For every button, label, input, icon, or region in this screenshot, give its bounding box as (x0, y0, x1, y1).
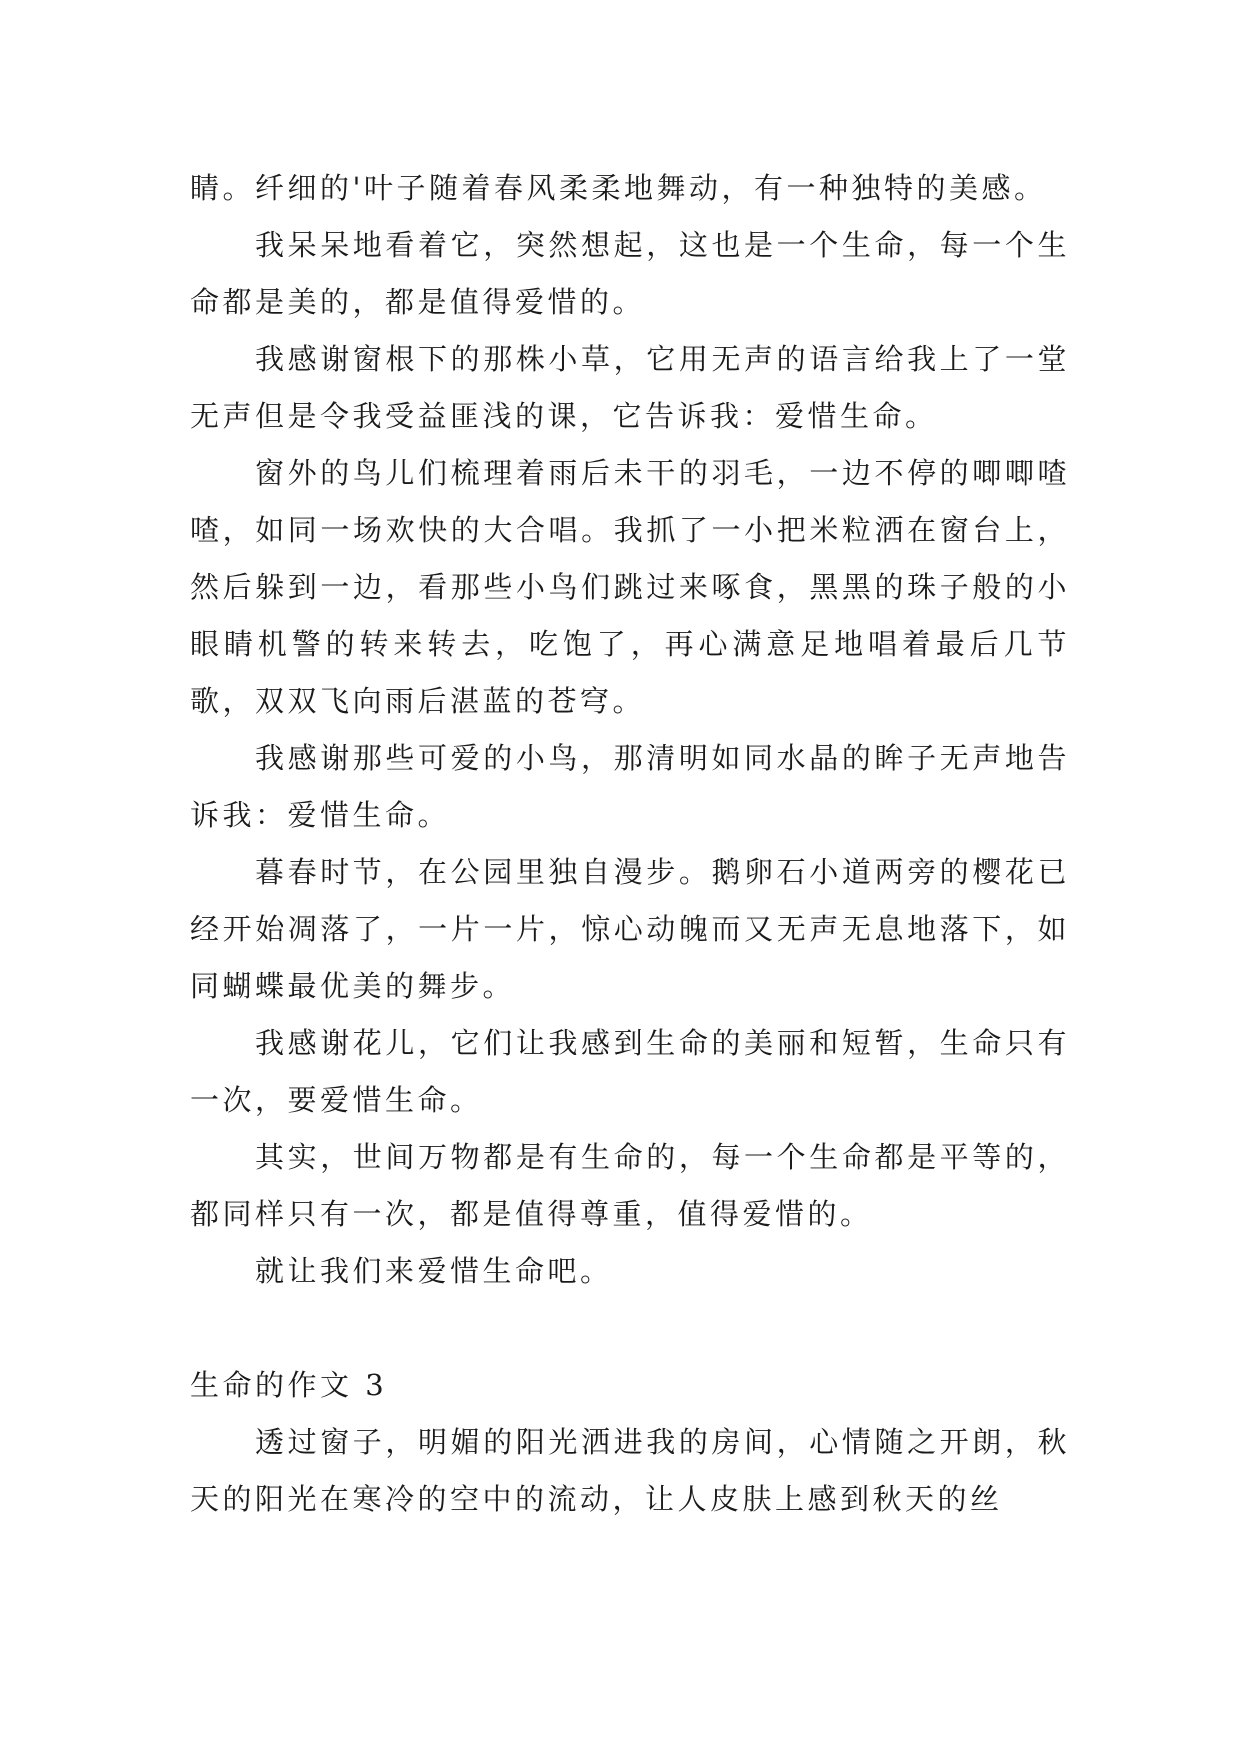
paragraph: 其实，世间万物都是有生命的，每一个生命都是平等的，都同样只有一次，都是值得尊重，值得爱惜的。 (190, 1140, 1070, 1231)
paragraph: 睛。纤细的'叶子随着春风柔柔地舞动，有一种独特的美感。 (190, 171, 1047, 205)
paragraph: 透过窗子，明媚的阳光洒进我的房间，心情随之开朗，秋天的阳光在寒冷的空中的流动，让人皮肤上感到秋天的丝 (190, 1425, 1070, 1516)
paragraph: 我呆呆地看着它，突然想起，这也是一个生命，每一个生命都是美的，都是值得爱惜的。 (190, 228, 1070, 319)
paragraph: 我感谢窗根下的那株小草，它用无声的语言给我上了一堂无声但是令我受益匪浅的课，它告诉我：爱惜生命。 (190, 342, 1070, 433)
paragraph: 就让我们来爱惜生命吧。 (255, 1254, 613, 1288)
document-body (190, 160, 1070, 1528)
section-spacer (190, 1300, 1070, 1357)
paragraph: 暮春时节，在公园里独自漫步。鹅卵石小道两旁的樱花已经开始凋落了，一片一片，惊心动魄而又无声无息地落下，如同蝴蝶最优美的舞步。 (190, 855, 1070, 1003)
paragraph: 窗外的鸟儿们梳理着雨后未干的羽毛，一边不停的唧唧喳喳，如同一场欢快的大合唱。我抓了一小把米粒洒在窗台上，然后躲到一边，看那些小鸟们跳过来啄食，黑黑的珠子般的小眼睛机警的转来转去，吃饱了，再心满意足地唱着最后几节歌，双双飞向雨后湛蓝的苍穹。 (190, 456, 1070, 718)
section-heading: 生命的作文 3 (190, 1368, 388, 1402)
paragraph: 我感谢那些可爱的小鸟，那清明如同水晶的眸子无声地告诉我：爱惜生命。 (190, 741, 1070, 832)
paragraph: 我感谢花儿，它们让我感到生命的美丽和短暂，生命只有一次，要爱惜生命。 (190, 1026, 1070, 1117)
